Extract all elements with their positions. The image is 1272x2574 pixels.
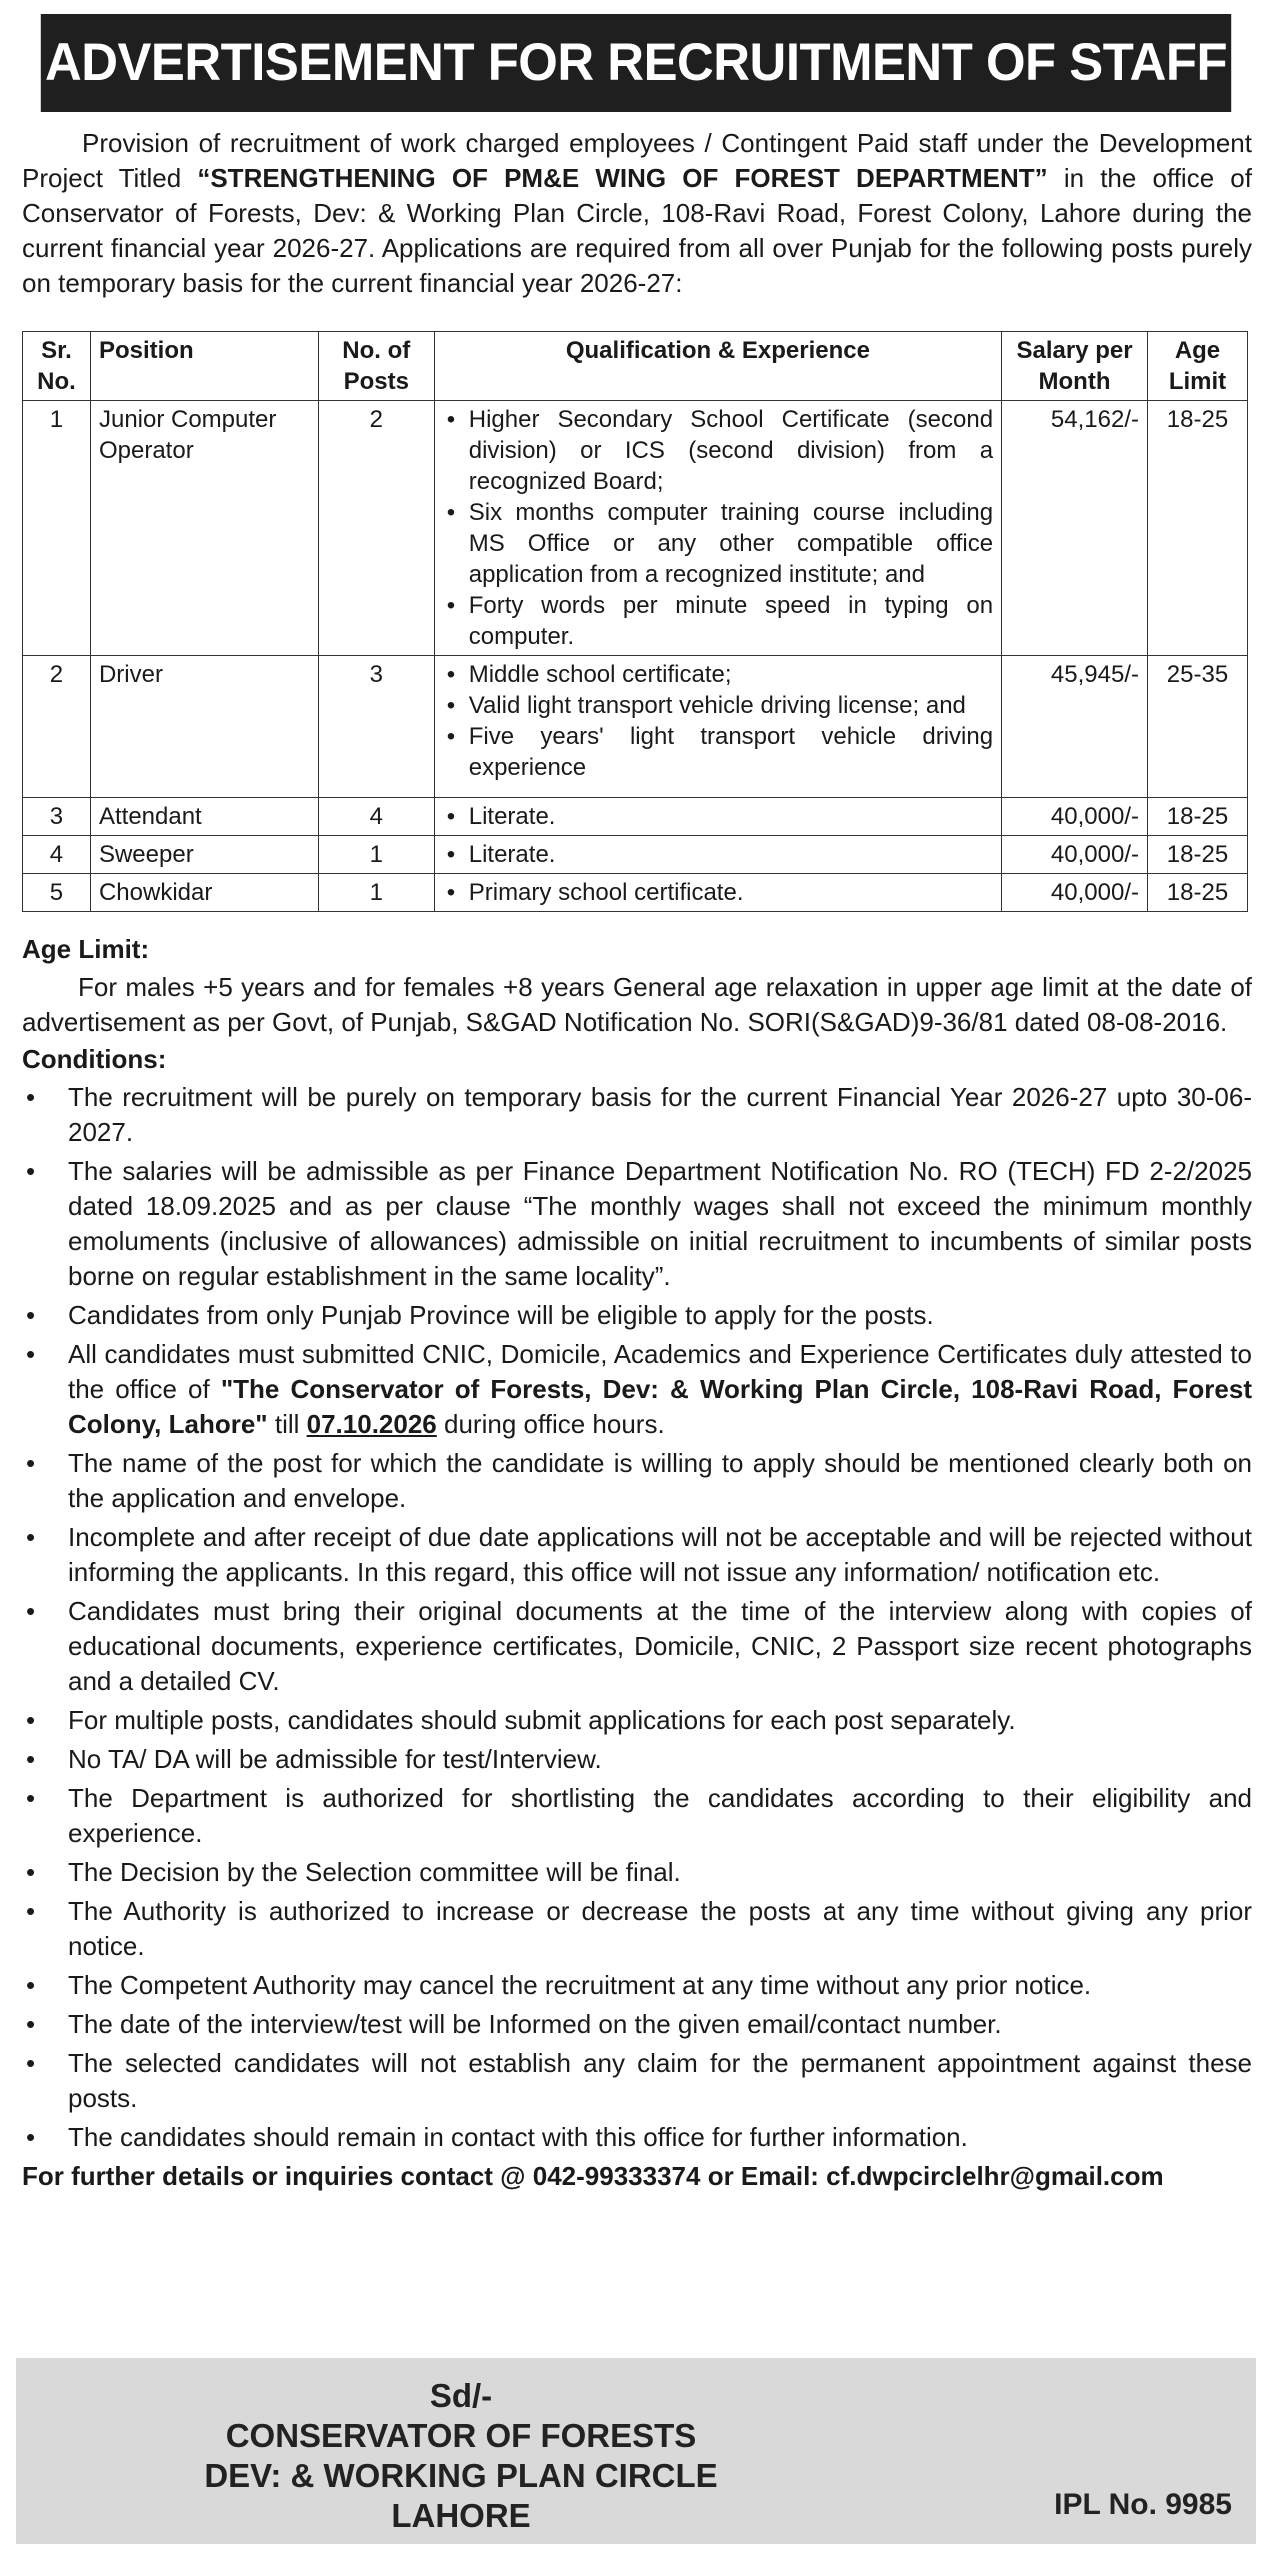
row-posts: 3: [318, 656, 434, 798]
row-sr: 1: [23, 401, 91, 656]
row-sr: 4: [23, 836, 91, 874]
condition-item: • The Department is authorized for shortlisting the candidates according to their eligibility and experience.: [68, 1781, 1252, 1851]
posts-table: [22, 331, 1248, 912]
qualification-item: • Valid light transport vehicle driving license; and: [469, 690, 993, 721]
qualification-item: • Five years' light transport vehicle driving experience: [469, 721, 993, 783]
row-salary: 54,162/-: [1002, 401, 1148, 656]
intro-text-2: in the office of Conservator of Forests, Dev: & Working Plan Circle, 108-Ravi Road, Forest Colony, Lahore during the current financial year 2026-27. Applications are required from all over Punjab for the following posts purely on temporary basis for the current financial year 2026-27:: [22, 163, 1252, 298]
header-position: Position: [90, 332, 318, 401]
signature-city: LAHORE: [391, 2497, 531, 2534]
signature-title: CONSERVATOR OF FORESTS: [225, 2417, 697, 2454]
row-position: Chowkidar: [90, 874, 318, 912]
qualification-item: • Primary school certificate.: [469, 877, 993, 908]
row-posts: 1: [318, 874, 434, 912]
qualification-item: • Six months computer training course including MS Office or any other compatible office application from a recognized institute; and: [469, 497, 993, 590]
condition-item: • The name of the post for which the candidate is willing to apply should be mentioned clearly both on the application and envelope.: [68, 1446, 1252, 1516]
intro-paragraph: [22, 126, 1252, 301]
header-qualification: Qualification & Experience: [434, 332, 1001, 401]
condition-item: • The selected candidates will not establish any claim for the permanent appointment against these posts.: [68, 2046, 1252, 2116]
condition-item: • The Competent Authority may cancel the recruitment at any time without any prior notice.: [68, 1968, 1252, 2003]
conditions-list: [16, 1080, 1252, 2155]
row-salary: 45,945/-: [1002, 656, 1148, 798]
submission-text: All candidates must submitted CNIC, Domicile, Academics and Experience Certificates duly attested to the office of: [68, 1339, 1252, 1404]
table-header-row: [23, 332, 1248, 401]
row-posts: 4: [318, 798, 434, 836]
row-salary: 40,000/-: [1002, 836, 1148, 874]
page-title: ADVERTISEMENT FOR RECRUITMENT OF STAFF: [41, 14, 1231, 112]
row-sr: 2: [23, 656, 91, 798]
condition-item: • The candidates should remain in contact with this office for further information.: [68, 2120, 1252, 2155]
row-age: 18-25: [1147, 401, 1247, 656]
intro-text-1: Provision of recruitment of work charged employees / Contingent Paid staff under the Development Project Titled: [22, 128, 1252, 193]
condition-item: • For multiple posts, candidates should submit applications for each post separately.: [68, 1703, 1252, 1738]
condition-item: • No TA/ DA will be admissible for test/Interview.: [68, 1742, 1252, 1777]
row-position: Sweeper: [90, 836, 318, 874]
row-salary: 40,000/-: [1002, 874, 1148, 912]
row-qualifications: [434, 874, 1001, 912]
qualification-item: • Middle school certificate;: [469, 659, 993, 690]
qualification-item: • Forty words per minute speed in typing on computer.: [469, 590, 993, 652]
table-row: [23, 656, 1248, 798]
contact-line: For further details or inquiries contact @ 042-99333374 or Email: cf.dwpcirclelhr@gmail.com: [22, 2161, 1164, 2191]
header-salary: Salary per Month: [1002, 332, 1148, 401]
header-sr: Sr. No.: [23, 332, 91, 401]
submission-hours: during office hours.: [436, 1409, 665, 1439]
header-posts: No. of Posts: [318, 332, 434, 401]
ipl-number: IPL No. 9985: [1054, 2488, 1232, 2521]
row-sr: 3: [23, 798, 91, 836]
row-age: 18-25: [1147, 798, 1247, 836]
office-address: "The Conservator of Forests, Dev: & Working Plan Circle, 108-Ravi Road, Forest Colony, Lahore": [68, 1374, 1252, 1439]
row-qualifications: [434, 656, 1001, 798]
project-title: “STRENGTHENING OF PM&E WING OF FOREST DEPARTMENT”: [197, 163, 1048, 193]
row-qualifications: [434, 836, 1001, 874]
condition-item: • The Authority is authorized to increase or decrease the posts at any time without giving any prior notice.: [68, 1894, 1252, 1964]
condition-item: • The Decision by the Selection committee will be final.: [68, 1855, 1252, 1890]
advertisement-page: [16, 14, 1256, 2544]
age-limit-text: For males +5 years and for females +8 years General age relaxation in upper age limit at the date of advertisement as per Govt, of Punjab, S&GAD Notification No. SORI(S&GAD)9-36/81 dated 08-08-2016.: [22, 972, 1252, 1037]
condition-item: • Candidates from only Punjab Province will be eligible to apply for the posts.: [68, 1298, 1252, 1333]
row-position: Attendant: [90, 798, 318, 836]
row-sr: 5: [23, 874, 91, 912]
row-posts: 2: [318, 401, 434, 656]
row-qualifications: [434, 401, 1001, 656]
row-qualifications: [434, 798, 1001, 836]
signature-text: [16, 2376, 906, 2536]
condition-item: • The salaries will be admissible as per Finance Department Notification No. RO (TECH) FD 2-2/2025 dated 18.09.2025 and as per clause “The monthly wages shall not exceed the minimum monthly emoluments (inclusive of allowances) admissible on initial recruitment to incumbents of similar posts borne on regular establishment in the same locality”.: [68, 1154, 1252, 1294]
condition-item: • The date of the interview/test will be Informed on the given email/contact number.: [68, 2007, 1252, 2042]
qualification-item: • Literate.: [469, 839, 993, 870]
qualification-item: • Literate.: [469, 801, 993, 832]
row-age: 18-25: [1147, 874, 1247, 912]
table-row: [23, 798, 1248, 836]
table-row: [23, 401, 1248, 656]
row-posts: 1: [318, 836, 434, 874]
condition-item: • Incomplete and after receipt of due date applications will not be acceptable and will be rejected without informing the applicants. In this regard, this office will not issue any information/ notification etc.: [68, 1520, 1252, 1590]
header-age: Age Limit: [1147, 332, 1247, 401]
table-row: [23, 874, 1248, 912]
condition-item: • The recruitment will be purely on temporary basis for the current Financial Year 2026-27 upto 30-06-2027.: [68, 1080, 1252, 1150]
row-salary: 40,000/-: [1002, 798, 1148, 836]
signature-circle: DEV: & WORKING PLAN CIRCLE: [204, 2457, 718, 2494]
condition-item-submission: [68, 1337, 1252, 1442]
signature-sd: Sd/-: [429, 2377, 493, 2414]
row-position: Junior Computer Operator: [90, 401, 318, 656]
row-age: 18-25: [1147, 836, 1247, 874]
row-age: 25-35: [1147, 656, 1247, 798]
table-row: [23, 836, 1248, 874]
row-position: Driver: [90, 656, 318, 798]
signature-block: [16, 2358, 1256, 2544]
condition-item: • Candidates must bring their original documents at the time of the interview along with copies of educational documents, experience certificates, Domicile, CNIC, 2 Passport size recent photographs and a detailed CV.: [68, 1594, 1252, 1699]
submission-till: till: [267, 1409, 307, 1439]
age-limit-heading: Age Limit:: [22, 934, 150, 964]
qualification-item: • Higher Secondary School Certificate (second division) or ICS (second division) from a recognized Board;: [469, 404, 993, 497]
deadline-date: 07.10.2026: [306, 1409, 437, 1439]
conditions-heading: Conditions:: [22, 1044, 167, 1074]
